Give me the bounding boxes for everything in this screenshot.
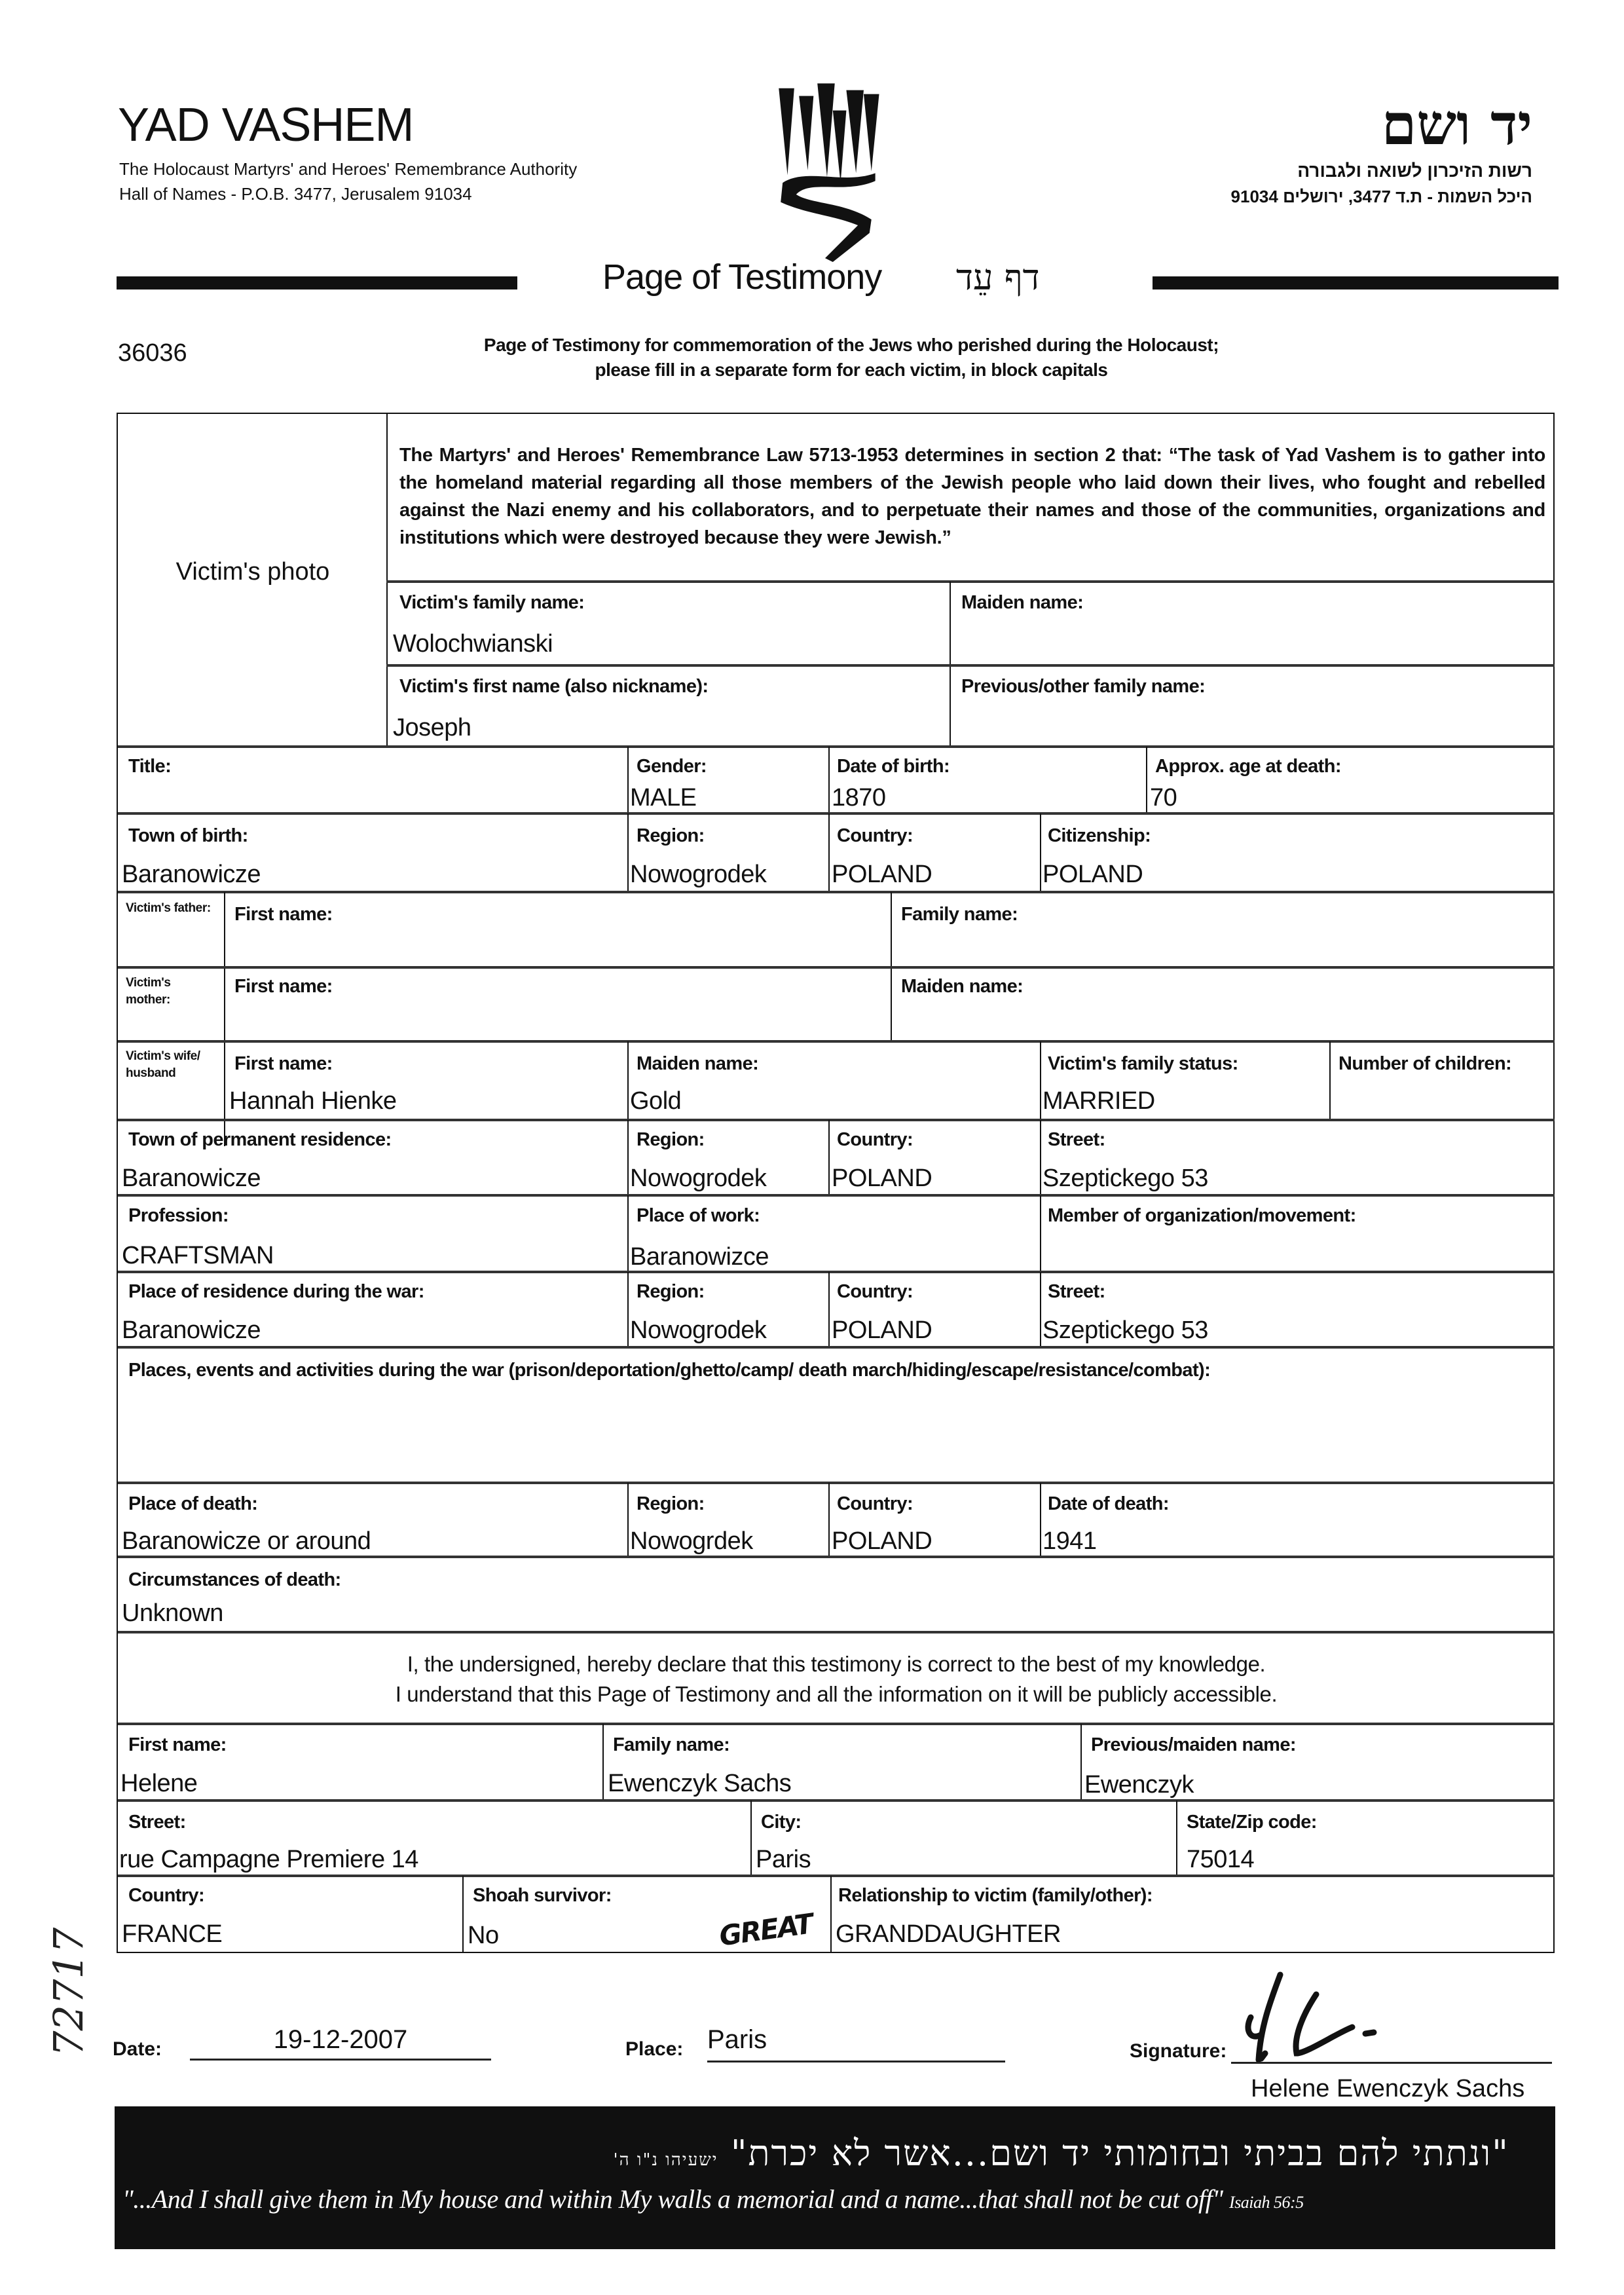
divider: [1329, 1041, 1331, 1120]
birth-region-label: Region:: [637, 825, 705, 846]
divider: [118, 1723, 1555, 1725]
declaration-line-2: I understand that this Page of Testimony and all the information on it will be publicly accessible.: [395, 1682, 1278, 1706]
mother-maiden-name-field[interactable]: [901, 1007, 1543, 1033]
circumstances-field[interactable]: Unknown: [122, 1599, 223, 1627]
residence-country-field[interactable]: POLAND: [832, 1165, 932, 1192]
submitter-family-name-field[interactable]: Ewenczyk Sachs: [608, 1770, 792, 1797]
divider: [224, 892, 225, 1146]
birth-country-field[interactable]: POLAND: [832, 861, 932, 888]
declaration-line-1: I, the undersigned, hereby declare that this testimony is correct to the best of my knowledge.: [407, 1652, 1266, 1676]
divider: [1146, 747, 1147, 813]
handwritten-margin-number: 72717: [45, 1927, 92, 2057]
submitter-country-field[interactable]: FRANCE: [122, 1920, 223, 1948]
age-at-death-field[interactable]: 70: [1150, 784, 1177, 812]
signoff-date-label: Date:: [113, 2038, 162, 2060]
gender-label: Gender:: [637, 756, 707, 777]
mother-first-name-field[interactable]: [234, 1007, 876, 1033]
residence-region-field[interactable]: Nowogrodek: [630, 1165, 767, 1192]
spouse-first-name-label: First name:: [234, 1053, 333, 1074]
divider: [118, 1799, 1555, 1802]
form-instructions: [367, 333, 1336, 382]
residence-street-field[interactable]: Szeptickego 53: [1043, 1165, 1208, 1192]
victim-family-name-label: Victim's family name:: [399, 592, 585, 613]
date-of-birth-label: Date of birth:: [837, 756, 950, 777]
number-of-children-label: Number of children:: [1338, 1053, 1512, 1074]
testimony-form: [117, 413, 1555, 1953]
footer-quote-en-text: "...And I shall give them in My house and within My walls a memorial and a name...that shall not be cut off": [122, 2184, 1223, 2214]
victim-maiden-name-label: Maiden name:: [961, 592, 1084, 613]
victim-maiden-name-field[interactable]: [961, 630, 1538, 656]
footer-banner: [115, 2106, 1555, 2249]
place-underline: [707, 2061, 1005, 2062]
divider: [627, 1195, 629, 1272]
signature-label: Signature:: [1130, 2040, 1227, 2062]
profession-label: Profession:: [128, 1205, 229, 1226]
father-family-name-field[interactable]: [901, 935, 1543, 961]
signoff-place-label: Place:: [625, 2038, 684, 2060]
war-street-label: Street:: [1048, 1281, 1105, 1302]
submitter-family-name-label: Family name:: [613, 1734, 730, 1755]
date-of-death-field[interactable]: 1941: [1043, 1527, 1097, 1555]
divider: [627, 1041, 629, 1120]
divider: [1040, 1483, 1041, 1557]
date-underline: [190, 2059, 491, 2061]
page-title-he: דף עֵד: [956, 257, 1040, 298]
war-events-label: Places, events and activities during the war (prison/deportation/ghetto/camp/ death march/hiding/escape/resistance/combat):: [128, 1360, 1211, 1381]
spouse-maiden-name-field[interactable]: Gold: [630, 1087, 682, 1115]
divider: [1040, 1195, 1041, 1272]
birth-country-label: Country:: [837, 825, 913, 846]
town-of-birth-label: Town of birth:: [128, 825, 248, 846]
authority-name-he: רשות הזיכרון לשואה ולגבורה: [1297, 160, 1532, 181]
authority-name-en: The Holocaust Martyrs' and Heroes' Remembrance Authority: [119, 159, 578, 179]
divider: [828, 1120, 830, 1195]
signoff-date-field[interactable]: 19-12-2007: [273, 2025, 408, 2054]
submitter-zip-field[interactable]: 75014: [1187, 1846, 1255, 1873]
divider: [627, 1483, 629, 1557]
war-region-label: Region:: [637, 1281, 705, 1302]
brand-title-he: יד ושם: [1381, 92, 1532, 158]
divider: [118, 745, 1555, 748]
divider: [118, 1119, 1555, 1121]
submitter-street-label: Street:: [128, 1812, 186, 1833]
header-rule-right: [1153, 276, 1559, 289]
menorah-logo-icon: [766, 79, 884, 262]
divider: [118, 1040, 1555, 1043]
header-rule-left: [117, 276, 517, 289]
form-number: 36036: [118, 339, 187, 367]
divider: [118, 1556, 1555, 1558]
birth-region-field[interactable]: Nowogrodek: [630, 861, 767, 888]
member-of-organization-label: Member of organization/movement:: [1048, 1205, 1356, 1226]
number-of-children-field[interactable]: [1338, 1087, 1541, 1113]
divider: [386, 580, 1555, 583]
submitter-zip-label: State/Zip code:: [1187, 1812, 1317, 1833]
divider: [462, 1876, 464, 1953]
divider: [828, 1272, 830, 1347]
father-family-name-label: Family name:: [901, 904, 1018, 925]
submitter-street-field[interactable]: rue Campagne Premiere 14: [119, 1846, 418, 1873]
war-region-field[interactable]: Nowogrodek: [630, 1316, 767, 1344]
divider: [830, 1876, 832, 1953]
address-he: היכל השמות - ת.ד 3477, ירושלים 91034: [1230, 187, 1532, 206]
divider: [750, 1801, 752, 1876]
death-country-label: Country:: [837, 1493, 913, 1514]
divider: [1080, 1724, 1082, 1801]
divider: [627, 1120, 629, 1195]
residence-street-label: Street:: [1048, 1129, 1105, 1150]
divider: [1040, 813, 1041, 891]
spouse-row-label: Victim's wife/ husband: [126, 1049, 200, 1080]
submitter-first-name-label: First name:: [128, 1734, 227, 1755]
circumstances-label: Circumstances of death:: [128, 1569, 341, 1590]
previous-family-name-label: Previous/other family name:: [961, 676, 1206, 697]
divider: [118, 1271, 1555, 1273]
footer-citation-he: ישעיהו נ"ו ה': [613, 2150, 718, 2170]
place-of-death-field[interactable]: Baranowicze or around: [122, 1527, 371, 1555]
citizenship-label: Citizenship:: [1048, 825, 1151, 846]
date-of-death-label: Date of death:: [1048, 1493, 1169, 1514]
spouse-first-name-field[interactable]: Hannah Hienke: [229, 1087, 397, 1115]
mother-first-name-label: First name:: [234, 976, 333, 997]
submitter-country-label: Country:: [128, 1885, 205, 1906]
footer-quote-he: [613, 2133, 1509, 2174]
residence-town-label: Town of permanent residence:: [128, 1129, 392, 1150]
divider: [118, 812, 1555, 815]
war-street-field[interactable]: Szeptickego 53: [1043, 1316, 1208, 1344]
date-of-birth-field[interactable]: 1870: [832, 784, 886, 812]
father-first-name-field[interactable]: [234, 935, 876, 961]
footer-quote-en: [122, 2184, 1304, 2214]
place-of-work-field[interactable]: Baranowizce: [630, 1243, 769, 1271]
town-of-birth-field[interactable]: Baranowicze: [122, 861, 261, 888]
signer-name: Helene Ewenczyk Sachs: [1251, 2075, 1525, 2102]
divider: [1176, 1801, 1177, 1876]
citizenship-field[interactable]: POLAND: [1043, 861, 1143, 888]
residence-town-field[interactable]: Baranowicze: [122, 1165, 261, 1192]
divider: [118, 891, 1555, 893]
father-row-label: Victim's father:: [126, 901, 211, 915]
divider: [1040, 1041, 1041, 1120]
title-label: Title:: [128, 756, 172, 777]
handwritten-signature[interactable]: [1231, 1962, 1467, 2066]
divider: [828, 813, 830, 891]
divider: [828, 747, 830, 813]
victim-family-name-field[interactable]: Wolochwianski: [393, 630, 553, 658]
divider: [828, 1483, 830, 1557]
signoff-place-field[interactable]: Paris: [707, 2025, 767, 2054]
footer-citation-en: Isaiah 56:5: [1229, 2193, 1304, 2212]
divider: [627, 813, 629, 891]
address-en: Hall of Names - P.O.B. 3477, Jerusalem 91034: [119, 184, 472, 204]
law-statement: The Martyrs' and Heroes' Remembrance Law 5713-1953 determines in section 2 that: “The task of Yad Vashem is to gather into the homeland material regarding all those members of the Jewish people who laid down their lives, who fought and rebelled against the Nazi enemy and his collaborators, and to perpetuate their names and those of the communities, organizations and institutions which were destroyed because they were Jewish.”: [399, 445, 1545, 548]
page-title: Page of Testimony: [602, 257, 882, 297]
member-of-organization-field[interactable]: [1048, 1242, 1545, 1268]
shoah-survivor-label: Shoah survivor:: [473, 1885, 612, 1906]
handwritten-great-annotation: GREAT: [717, 1907, 815, 1952]
divider: [118, 1875, 1555, 1877]
victim-first-name-label: Victim's first name (also nickname):: [399, 676, 709, 697]
submitter-previous-name-label: Previous/maiden name:: [1091, 1734, 1296, 1755]
footer-quote-he-text: "ונתתי להם בביתי ובחומותי יד ושם...אשר לא יכרת": [730, 2133, 1509, 2174]
family-status-field[interactable]: MARRIED: [1043, 1087, 1155, 1115]
war-residence-label: Place of residence during the war:: [128, 1281, 424, 1302]
brand-title-en: YAD VASHEM: [118, 99, 414, 151]
declaration: [118, 1649, 1555, 1709]
divider: [602, 1724, 604, 1801]
instructions-line-1: Page of Testimony for commemoration of the Jews who perished during the Holocaust;: [483, 335, 1219, 355]
signature-underline: [1231, 2062, 1552, 2064]
divider: [118, 966, 1555, 969]
family-status-label: Victim's family status:: [1048, 1053, 1238, 1074]
divider: [627, 1272, 629, 1347]
title-field[interactable]: [128, 784, 613, 810]
divider: [118, 1482, 1555, 1484]
divider: [1040, 1272, 1041, 1347]
divider: [1040, 1120, 1041, 1195]
spouse-maiden-name-label: Maiden name:: [637, 1053, 759, 1074]
divider: [386, 664, 1555, 667]
submitter-city-label: City:: [761, 1812, 802, 1833]
age-at-death-label: Approx. age at death:: [1155, 756, 1341, 777]
divider: [627, 747, 629, 813]
father-first-name-label: First name:: [234, 904, 333, 925]
place-of-death-label: Place of death:: [128, 1493, 258, 1514]
relationship-field[interactable]: GRANDDAUGHTER: [836, 1920, 1061, 1948]
instructions-line-2: please fill in a separate form for each victim, in block capitals: [595, 360, 1108, 380]
victim-first-name-field[interactable]: Joseph: [393, 714, 471, 741]
gender-field[interactable]: MALE: [630, 784, 697, 812]
mother-maiden-name-label: Maiden name:: [901, 976, 1024, 997]
divider: [118, 1346, 1555, 1349]
relationship-label: Relationship to victim (family/other):: [838, 1885, 1153, 1906]
death-region-field[interactable]: Nowogrdek: [630, 1527, 753, 1555]
death-country-field[interactable]: POLAND: [832, 1527, 932, 1555]
previous-family-name-field[interactable]: [961, 714, 1538, 740]
war-events-field[interactable]: [128, 1396, 1543, 1468]
shoah-survivor-field[interactable]: No: [468, 1922, 499, 1949]
submitter-first-name-field[interactable]: Helene: [120, 1770, 198, 1797]
residence-country-label: Country:: [837, 1129, 913, 1150]
war-country-field[interactable]: POLAND: [832, 1316, 932, 1344]
place-of-work-label: Place of work:: [637, 1205, 760, 1226]
war-country-label: Country:: [837, 1281, 913, 1302]
mother-row-label: Victim's mother:: [126, 976, 171, 1007]
profession-field[interactable]: CRAFTSMAN: [122, 1242, 274, 1269]
death-region-label: Region:: [637, 1493, 705, 1514]
victim-photo-placeholder[interactable]: Victim's photo: [175, 558, 330, 586]
submitter-city-field[interactable]: Paris: [756, 1846, 811, 1873]
divider: [118, 1194, 1555, 1197]
residence-region-label: Region:: [637, 1129, 705, 1150]
submitter-previous-name-field[interactable]: Ewenczyk: [1084, 1771, 1194, 1799]
divider: [118, 1631, 1555, 1633]
war-residence-field[interactable]: Baranowicze: [122, 1316, 261, 1344]
